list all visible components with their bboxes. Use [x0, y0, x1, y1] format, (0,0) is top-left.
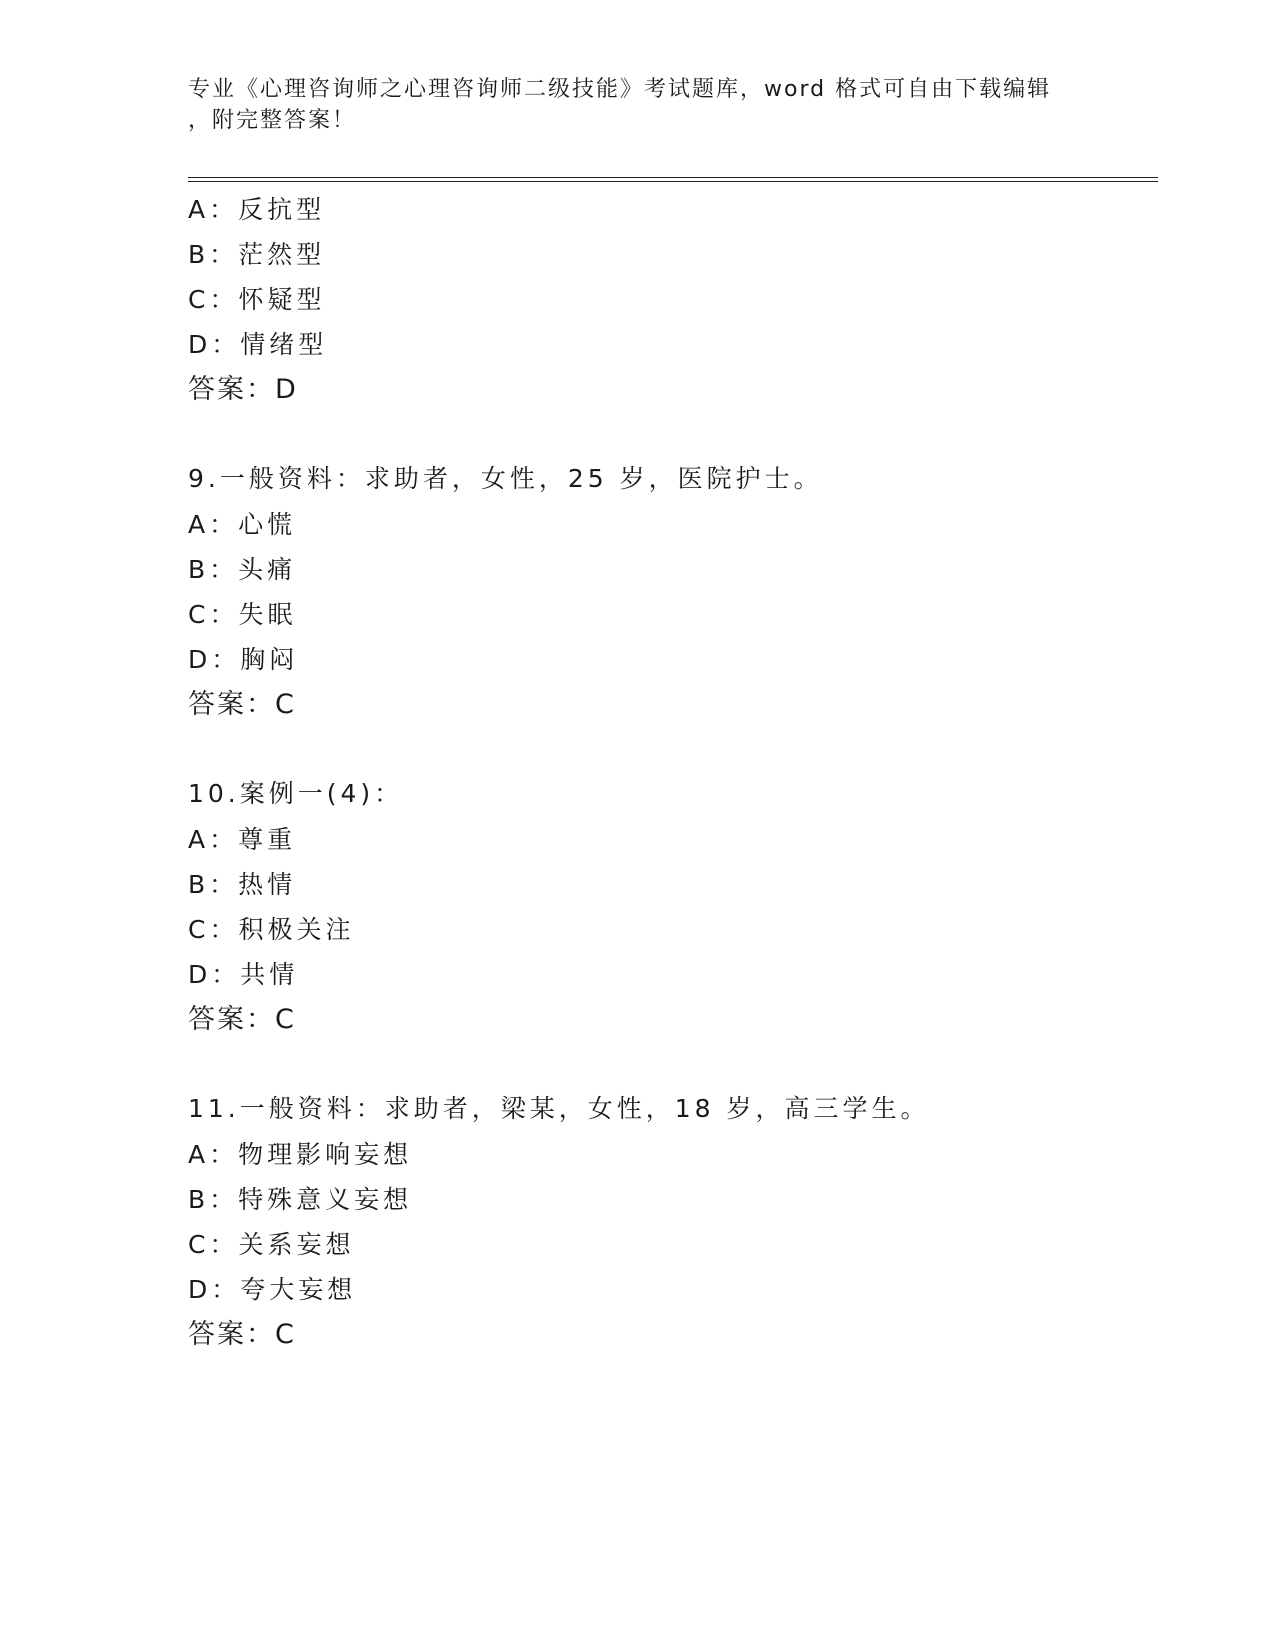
q10-option-b: B：热情: [188, 870, 297, 899]
q8-option-b: B：茫然型: [188, 240, 326, 269]
q11-option-d: D：夸大妄想: [188, 1275, 357, 1304]
q11-option-c: C：关系妄想: [188, 1230, 355, 1259]
q10-option-a: A：尊重: [188, 825, 297, 854]
q11-option-a: A：物理影响妄想: [188, 1140, 413, 1169]
q8-option-c: C：怀疑型: [188, 285, 326, 314]
q8-option-d: D：情绪型: [188, 330, 328, 359]
q10-stem: 10.案例一(4)：: [188, 779, 404, 808]
q11-answer: 答案：C: [188, 1319, 296, 1350]
q8-option-a: A：反抗型: [188, 195, 326, 224]
q9-option-a: A：心慌: [188, 510, 297, 539]
q8-answer: 答案：D: [188, 374, 298, 405]
header-rule-bottom: [188, 181, 1158, 182]
q11-option-b: B：特殊意义妄想: [188, 1185, 413, 1214]
q9-option-d: D：胸闷: [188, 645, 299, 674]
q10-option-c: C：积极关注: [188, 915, 355, 944]
q9-stem: 9.一般资料：求助者，女性，25 岁，医院护士。: [188, 464, 823, 493]
q10-answer: 答案：C: [188, 1004, 296, 1035]
document-header-line-2: ，附完整答案！: [188, 108, 357, 133]
q11-stem: 11.一般资料：求助者，梁某，女性，18 岁，高三学生。: [188, 1094, 930, 1123]
document-header-line-1: 专业《心理咨询师之心理咨询师二级技能》考试题库，word 格式可自由下载编辑: [188, 77, 1052, 102]
q9-answer: 答案：C: [188, 689, 296, 720]
q9-option-b: B：头痛: [188, 555, 297, 584]
q10-option-d: D：共情: [188, 960, 299, 989]
q9-option-c: C：失眠: [188, 600, 297, 629]
header-rule-top: [188, 177, 1158, 178]
